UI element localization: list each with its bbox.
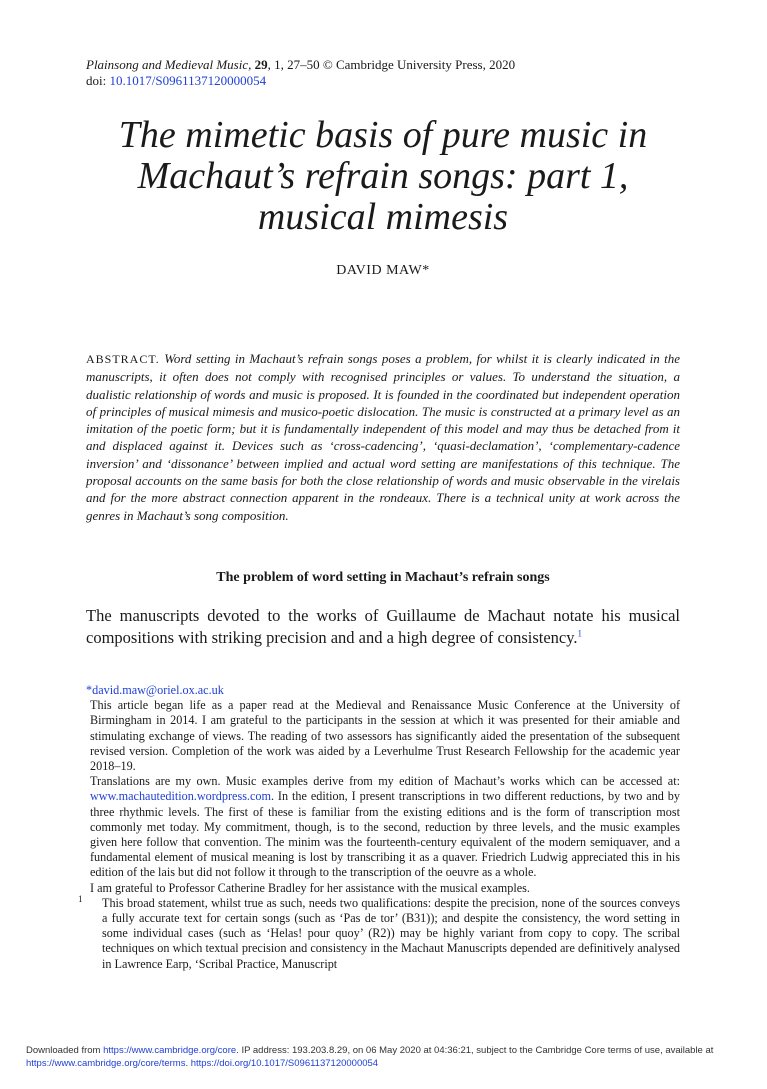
footnote-text: This broad statement, whilst true as such, needs two qualifications: despite the precision, none of the sources conveys a fully accurate text for certain songs (such as ‘Pas de tor’ (B31)); and despite the consistency, the word setting in some individual cases (such as ‘Helas! pour quoy’ (R2)) may be highly variant from copy to copy. The scribal techniques on which textual precision and consistency in the Machaut Manuscripts depended are definitively analysed in Lawrence Earp, ‘Scribal Practice, Manuscript: [102, 895, 680, 971]
citation-line: Plainsong and Medieval Music, 29, 1, 27–50 © Cambridge University Press, 2020: [86, 57, 516, 72]
abstract-label: ABSTRACT.: [86, 352, 160, 366]
article-title: The mimetic basis of pure music in Machaut’s refrain songs: part 1, musical mimesis: [118, 114, 648, 238]
download-footer: Downloaded from https://www.cambridge.org/core. IP address: 193.203.8.29, on 06 May 2020 at 04:36:21, subject to the Cambridge Core terms of use, available at https://www.cambridge.org/core/terms. https://doi.org/10.1017/S0961137120000054: [26, 1045, 714, 1069]
journal-name: Plainsong and Medieval Music: [86, 57, 249, 72]
abstract: [86, 350, 680, 524]
author-name: DAVID MAW*: [336, 263, 430, 278]
terms-link[interactable]: https://www.cambridge.org/core/terms: [26, 1058, 186, 1069]
issue-pages-copyright: , 1, 27–50 © Cambridge University Press, 2020: [267, 57, 516, 72]
author-email-link[interactable]: *david.maw@oriel.ox.ac.uk: [86, 683, 224, 697]
cambridge-core-link[interactable]: https://www.cambridge.org/core: [103, 1045, 237, 1056]
footnote-1: $^1$ This broad statement, whilst true as such, needs two qualifications: despite the precision, none of the sources conveys a fully accurate text for certain songs (such as ‘Pas de tor’ (B31)); and despite the consistency, the word setting in some individual cases (such as ‘Helas! pour quoy’ (R2)) may be highly variant from copy to copy. The scribal techniques on which textual precision and consistency in the Machaut Manuscripts depended are definitively analysed in Lawrence Earp, ‘Scribal Practice, Manuscript: [78, 893, 680, 971]
footnotes: [78, 683, 680, 972]
running-header: [86, 57, 515, 89]
doi-link[interactable]: 10.1017/S0961137120000054: [109, 73, 267, 88]
body-text: The manuscripts devoted to the works of Guillaume de Machaut notate his musical compositions with striking precision and and a high degree of consistency.: [86, 606, 680, 647]
doi-footer-link[interactable]: https://doi.org/10.1017/S0961137120000054: [190, 1058, 379, 1069]
thanks-paragraph: I am grateful to Professor Catherine Bradley for her assistance with the musical examples.: [90, 880, 530, 895]
footnote-ref-1[interactable]: 1: [577, 628, 583, 639]
doi-line: doi: 10.1017/S0961137120000054: [86, 73, 267, 88]
section-heading: The problem of word setting in Machaut’s refrain songs: [216, 570, 550, 585]
edition-link[interactable]: www.machautedition.wordpress.com: [90, 789, 271, 804]
body-paragraph: [86, 605, 680, 649]
abstract-text: Word setting in Machaut’s refrain songs poses a problem, for whilst it is clearly indicated in the manuscripts, it often does not comply with recognised principles or values. To understand the situation, a dualistic relationship of words and music is proposed. It is founded in the coordinated but independent operation of principles of musical mimesis and musico-poetic dislocation. The music is constructed at a primary level as an imitation of the poetic form; but it is fundamentally independent of this model and may thus be detached from it and displaced against it. Devices such as ‘cross-cadencing’, ‘quasi-declamation’, ‘complementary-cadence inversion’ and ‘dissonance’ between implied and actual word setting are manifestations of this technique. The proposal accounts on the same basis for both the close relationship of words and music observable in the virelais and for the more abstract connection apparent in the rondeaux. There is a technical unity at work across the genres in Machaut’s song composition.: [86, 351, 681, 523]
translations-paragraph: Translations are my own. Music examples derive from my edition of Machaut’s works which can be accessed at: www.machautedition.wordpress.com. In the edition, I present transcriptions in two different reductions, by two and by three rhythmic levels. The first of these is familiar from the existing editions and is the form of transcription most commonly met today. My commitment, though, is to the second, reduction by three levels, and the music examples given here follow that convention. The minim was the fourteenth-century equivalent of the modern semiquaver, and a fundamental element of musical meaning is lost by transcribing it as a quaver. Friedrich Ludwig appreciated this in his edition of the lais but did not follow it through to the transcription of the oeuvre as a whole.: [90, 774, 680, 880]
acknowledgement-paragraph: This article began life as a paper read at the Medieval and Renaissance Music Conference at the University of Birmingham in 2014. I am grateful to the participants in the session at which it was presented for their amiable and stimulating exchange of views. The reading of two assessors has significantly aided the presentation of the subsequent revised version. Completion of the work was aided by a Leverhulme Trust Research Fellowship for the academic year 2018–19.: [90, 698, 680, 774]
volume-number: 29: [254, 57, 268, 72]
